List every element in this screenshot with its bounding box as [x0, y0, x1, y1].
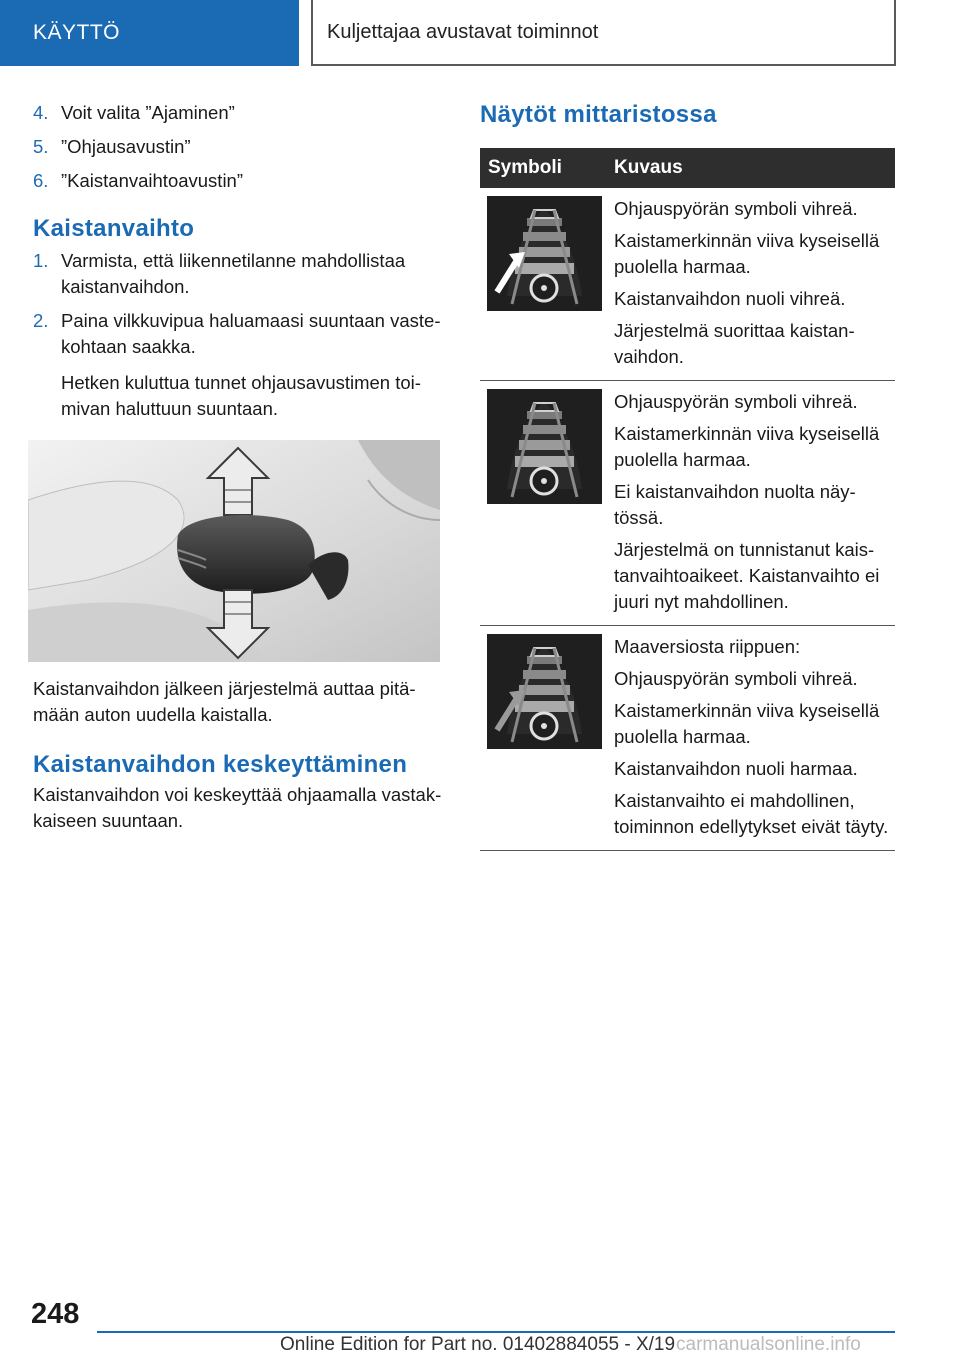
list-item	[33, 308, 445, 422]
description-cell	[609, 626, 895, 851]
heading-lane-change: Kaistanvaihto	[33, 215, 195, 242]
description-line: Kaistanvaihdon nuoli harmaa.	[614, 758, 858, 779]
footer-divider	[97, 1331, 895, 1333]
description-line: Kaistamerkinnän viiva kyseisellä puolella harmaa.	[614, 423, 880, 470]
step-number: 5.	[33, 136, 49, 157]
description-line: Ohjauspyörän symboli vihreä.	[614, 668, 858, 689]
steps-list-lane-change	[33, 248, 445, 422]
description-line: Kaistanvaihdon nuoli vihreä.	[614, 288, 846, 309]
heading-interrupt-lane-change: Kaistanvaihdon keskeyttäminen	[33, 751, 408, 778]
description-cell	[609, 381, 895, 626]
list-item	[33, 248, 445, 300]
description-line: Kaistanvaihto ei mahdollinen, toiminnon edellytykset eivät täyty.	[614, 790, 889, 837]
table-row	[480, 626, 895, 851]
symbol-cell	[480, 626, 609, 851]
column-header-description: Kuvaus	[609, 148, 895, 188]
header-section-tab: KÄYTTÖ	[0, 0, 299, 66]
page-number: 248	[31, 1298, 80, 1330]
description-line: Ei kaistanvaihdon nuolta näytössä.	[614, 481, 856, 528]
table-row	[480, 188, 895, 381]
footer-watermark: carmanualsonline.info	[676, 1334, 861, 1355]
description-line: Kaistamerkinnän viiva kyseisellä puolella harmaa.	[614, 230, 880, 277]
column-header-symbol: Symboli	[480, 148, 609, 188]
turn-signal-lever-illustration	[28, 440, 440, 662]
description-line: Järjestelmä on tunnistanut kaistanvaihtoaikeet. Kaistanvaihto ei juuri nyt mahdollinen.	[614, 539, 880, 612]
step-text: Varmista, että liikennetilanne mahdollistaa kaistanvaihdon.	[61, 250, 406, 297]
description-line: Järjestelmä suorittaa kaistanvaihdon.	[614, 320, 855, 367]
table-header-row	[480, 148, 895, 188]
list-item	[33, 134, 445, 160]
description-line: Ohjauspyörän symboli vihreä.	[614, 391, 858, 412]
right-column	[480, 100, 895, 851]
footer-edition-text: Online Edition for Part no. 01402884055 - X/19	[280, 1334, 676, 1355]
step-number: 4.	[33, 102, 49, 123]
step-text: Voit valita ”Ajaminen”	[61, 102, 235, 123]
step-text: Paina vilkkuvipua haluamaasi suuntaan vastekohtaan saakka.	[61, 310, 441, 357]
lane-change-arrow-icon	[487, 196, 602, 311]
description-line: Kaistamerkinnän viiva kyseisellä puolella harmaa.	[614, 700, 880, 747]
step-number: 1.	[33, 250, 49, 271]
step-text: ”Ohjausavustin”	[61, 136, 191, 157]
symbol-cell	[480, 381, 609, 626]
header-chapter-title: Kuljettajaa avustavat toiminnot	[311, 0, 896, 66]
table-row	[480, 381, 895, 626]
list-item	[33, 100, 445, 126]
symbol-cell	[480, 188, 609, 381]
description-line: Ohjauspyörän symboli vihreä.	[614, 198, 858, 219]
steps-list-settings	[33, 100, 445, 194]
list-item	[33, 168, 445, 194]
description-line: Maaversiosta riippuen:	[614, 636, 801, 657]
description-cell	[609, 188, 895, 381]
heading-cluster-displays: Näytöt mittaristossa	[480, 101, 717, 128]
symbol-table	[480, 148, 895, 851]
step-number: 2.	[33, 310, 49, 331]
step-number: 6.	[33, 170, 49, 191]
lane-change-gray-arrow-icon	[487, 634, 602, 749]
interrupt-text: Kaistanvaihdon voi keskeyttää ohjaamalla vastakkaiseen suuntaan.	[33, 784, 442, 831]
step-extra-text: Hetken kuluttua tunnet ohjausavustimen toimivan haluttuun suuntaan.	[61, 372, 421, 419]
left-column	[33, 100, 445, 834]
after-lane-change-text: Kaistanvaihdon jälkeen järjestelmä auttaa pitämään auton uudella kaistalla.	[33, 678, 416, 725]
lane-change-no-arrow-icon	[487, 389, 602, 504]
step-text: ”Kaistanvaihtoavustin”	[61, 170, 244, 191]
